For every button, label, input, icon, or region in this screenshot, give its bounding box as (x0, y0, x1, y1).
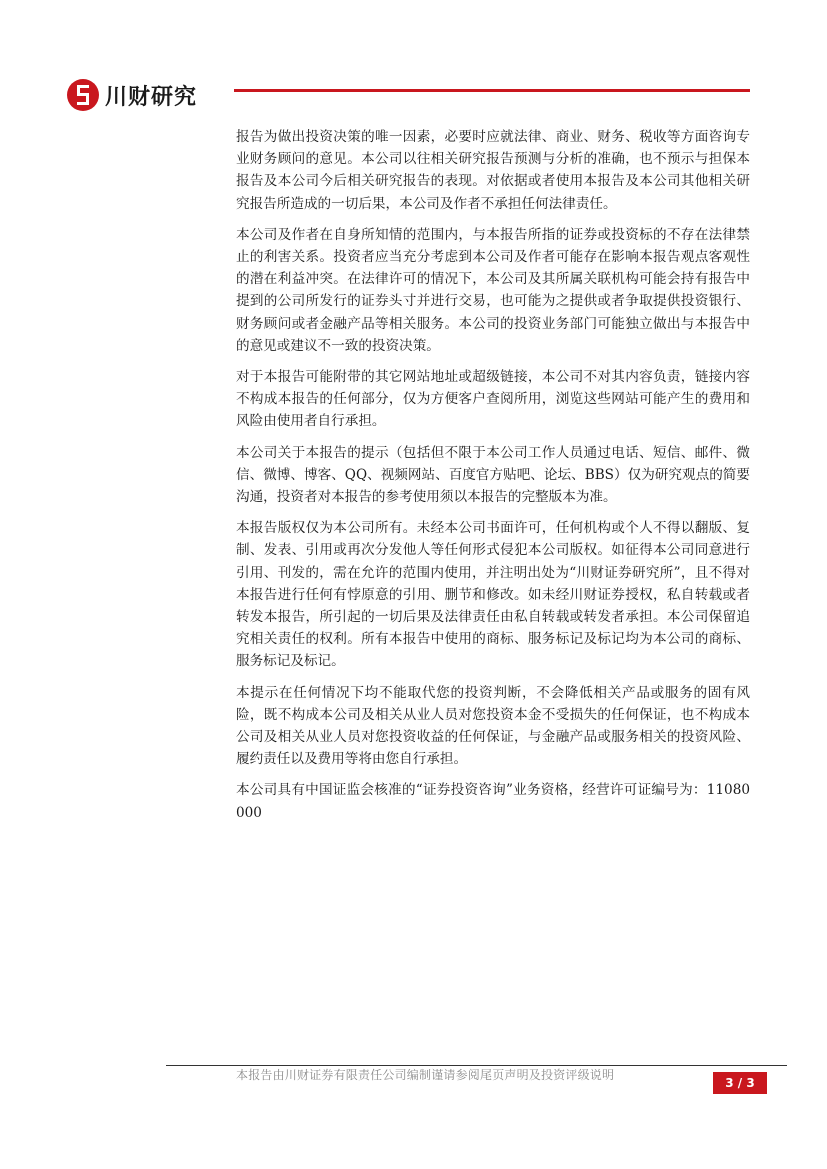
footer-note: 本报告由川财证券有限责任公司编制谨请参阅尾页声明及投资评级说明 (236, 1068, 615, 1082)
page-number-badge: 3 / 3 (713, 1072, 767, 1094)
paragraph: 本公司及作者在自身所知情的范围内，与本报告所指的证券或投资标的不存在法律禁止的利害关系。投资者应当充分考虑到本公司及作者可能存在影响本报告观点客观性的潜在利益冲突。在法律许可的情况下，本公司及其所属关联机构可能会持有报告中提到的公司所发行的证券头寸并进行交易，也可能为之提供或者争取提供投资银行、财务顾问或者金融产品等相关服务。本公司的投资业务部门可能独立做出与本报告中的意见或建议不一致的投资决策。 (236, 226, 750, 354)
disclaimer-body (236, 126, 750, 833)
logo-text: 川财研究 (105, 84, 198, 110)
paragraph: 本报告版权仅为本公司所有。未经本公司书面许可，任何机构或个人不得以翻版、复制、发表、引用或再次分发他人等任何形式侵犯本公司版权。如征得本公司同意进行引用、刊发的，需在允许的范围内使用，并注明出处为“川财证券研究所”，且不得对本报告进行任何有悖原意的引用、删节和修改。如未经川财证券授权，私自转载或者转发本报告，所引起的一切后果及法律责任由私自转载或转发者承担。本公司保留追究相关责任的权利。所有本报告中使用的商标、服务标记及标记均为本公司的商标、服务标记及标记。 (236, 520, 750, 670)
paragraph: 本提示在任何情况下均不能取代您的投资判断，不会降低相关产品或服务的固有风险，既不构成本公司及相关从业人员对您投资本金不受损失的任何保证，也不构成本公司及相关从业人员对您投资收益的任何保证，与金融产品或服务相关的投资风险、履约责任以及费用等将由您自行承担。 (236, 684, 750, 768)
header-divider (234, 89, 750, 92)
paragraph: 本公司关于本报告的提示（包括但不限于本公司工作人员通过电话、短信、邮件、微信、微博、博客、QQ、视频网站、百度官方贴吧、论坛、BBS）仅为研究观点的简要沟通，投资者对本报告的参考使用须以本报告的完整版本为准。 (236, 444, 750, 506)
company-logo (66, 78, 197, 112)
chuancai-logo-icon (66, 78, 100, 112)
paragraph: 本公司具有中国证监会核准的“证券投资咨询”业务资格，经营许可证编号为：11080000 (236, 782, 750, 821)
paragraph: 报告为做出投资决策的唯一因素，必要时应就法律、商业、财务、税收等方面咨询专业财务顾问的意见。本公司以往相关研究报告预测与分析的准确，也不预示与担保本报告及本公司今后相关研究报告的表现。对依据或者使用本报告及本公司其他相关研究报告所造成的一切后果，本公司及作者不承担任何法律责任。 (236, 129, 750, 212)
paragraph: 对于本报告可能附带的其它网站地址或超级链接，本公司不对其内容负责，链接内容不构成本报告的任何部分，仅为方便客户查阅所用，浏览这些网站可能产生的费用和风险由使用者自行承担。 (236, 369, 750, 430)
